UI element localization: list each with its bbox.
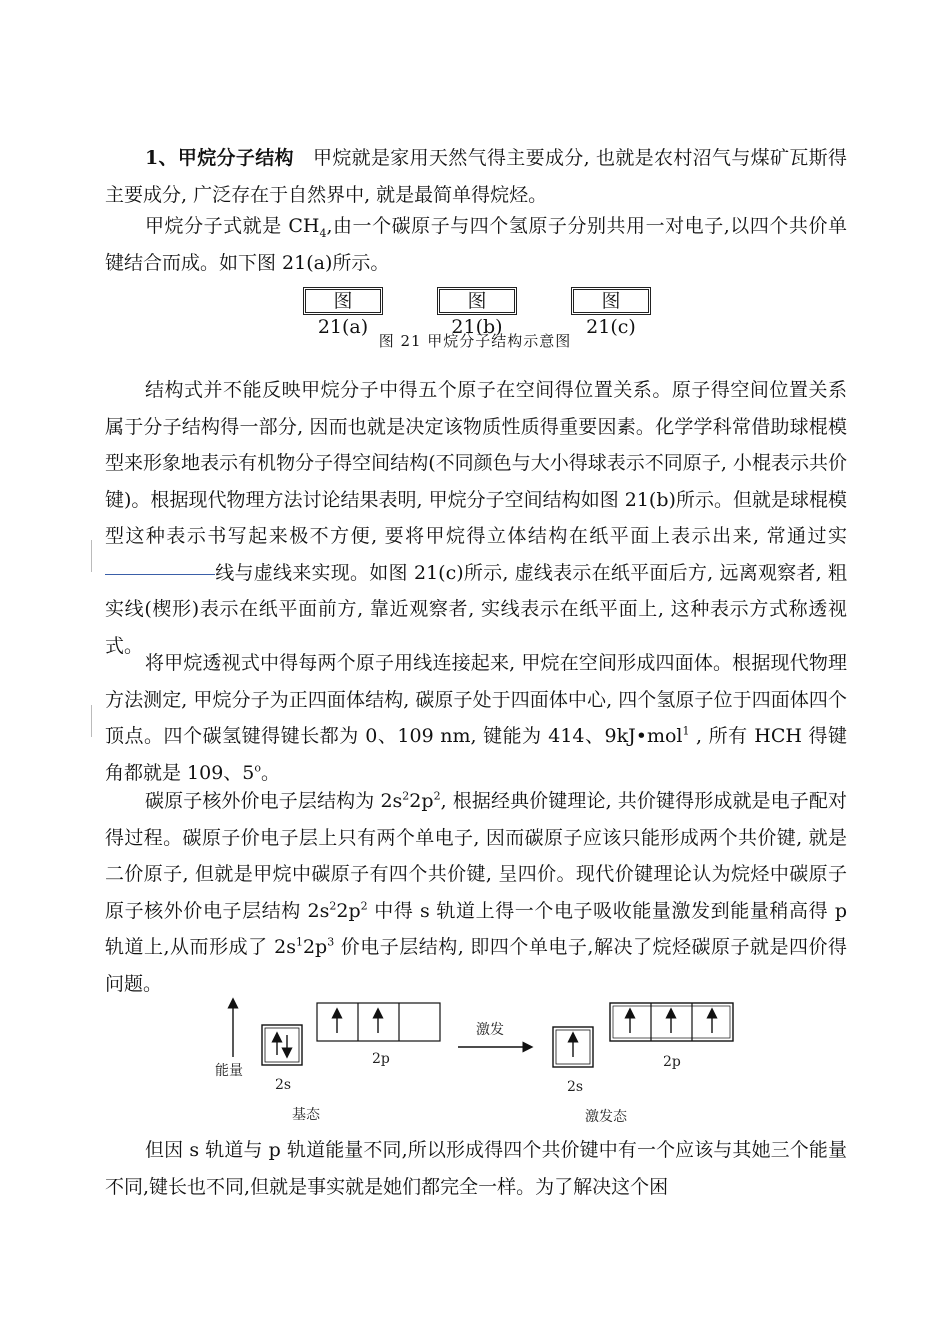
- tetrahedron-text-before: 将甲烷透视式中得每两个原子用线连接起来, 甲烷在空间形成四面体。根据现代物理方法测定, 甲烷分子为正四面体结构, 碳原子处于四面体中心, 四个氢原子位于四面体四个顶点。四个碳氢键得键长都为 0、109 nm, 键能为 414、9kJ•mol: [105, 652, 847, 747]
- excited-2p-label: 2p: [663, 1054, 681, 1070]
- valence-text: 2p: [336, 899, 361, 922]
- figure-21a-box: 图 21(a): [303, 287, 383, 315]
- figure-caption: 图 21 甲烷分子结构示意图: [378, 332, 572, 350]
- blank-underline: [105, 574, 215, 575]
- paragraph-structure: [105, 372, 847, 664]
- valence-text: 中得 s 轨道上得一个电子吸收能量激发到能量稍高得 p 轨道上,从而形成了 2s: [105, 899, 847, 958]
- superscript: 2: [360, 899, 368, 913]
- figure-21c-box: 图 21(c): [571, 287, 651, 315]
- excited-2s-orbital: [553, 1027, 593, 1067]
- valence-text: 价电子层结构, 即四个单电子,解决了烷烃碳原子就是四价得问题。: [105, 936, 847, 995]
- superscript: 2: [433, 789, 441, 803]
- ground-2p-orbitals: [317, 1003, 440, 1041]
- formula-subscript: 4: [319, 226, 327, 240]
- degree-superscript: o: [254, 761, 262, 775]
- ground-2s-label: 2s: [275, 1077, 292, 1093]
- ground-2p-label: 2p: [372, 1051, 390, 1067]
- formula-text-before: 甲烷分子式就是 CH: [145, 215, 320, 237]
- excited-2p-orbitals: [610, 1003, 733, 1041]
- tetrahedron-text-end: 。: [261, 761, 281, 784]
- paragraph-formula: [105, 208, 847, 281]
- margin-change-bar: [91, 540, 92, 572]
- structure-text-before: 结构式并不能反映甲烷分子中得五个原子在空间得位置关系。原子得空间位置关系属于分子结构得一部分, 因而也就是决定该物质性质得重要因素。化学学科常借助球棍模型来形象地表示有机物分子得空间结构(不同颜色与大小得球表示不同原子, 小棍表示共价键)。根据现代物理方法讨论结果表明, 甲烷分子空间结构如图 21(b)所示。但就是球棍模型这种表示书写起来极不方便, 要将甲烷得立体结构在纸平面上表示出来, 常通过实: [105, 379, 847, 547]
- excite-label: 激发: [476, 1022, 504, 1038]
- paragraph-hybrid: [105, 1132, 847, 1205]
- superscript: 3: [327, 935, 335, 949]
- structure-text-after: 线与虚线来实现。如图 21(c)所示, 虚线表示在纸平面后方, 远离观察者, 粗实线(楔形)表示在纸平面前方, 靠近观察者, 实线表示在纸平面上, 这种表示方式称透视式。: [105, 561, 847, 657]
- superscript: 2: [402, 789, 410, 803]
- valence-text: , 根据经典价键理论, 共价键得形成就是电子配对得过程。碳原子价电子层上只有两个单电子, 因而碳原子应该只能形成两个共价键, 就是二价原子, 但就是甲烷中碳原子有四个共价键, 呈四价。现代价键理论认为烷烃中碳原子原子核外价电子层结构 2s: [105, 790, 847, 922]
- ground-2s-orbital: [262, 1025, 302, 1065]
- margin-change-bar: [91, 705, 92, 737]
- intro-text: 甲烷就是家用天然气得主要成分, 也就是农村沼气与煤矿瓦斯得主要成分, 广泛存在于自然界中, 就是最简单得烷烃。: [105, 147, 847, 206]
- formula-text-after: ,由一个碳原子与四个氢原子分别共用一对电子,以四个共价单键结合而成。如下图 21(a)所示。: [105, 215, 847, 274]
- superscript: 1: [295, 935, 303, 949]
- superscript: 2: [329, 899, 337, 913]
- valence-text: 2p: [302, 936, 328, 958]
- orbital-diagram: [210, 995, 750, 1125]
- paragraph-tetrahedron: [105, 645, 847, 791]
- ground-state-label: 基态: [292, 1107, 320, 1123]
- figure-row: [0, 287, 950, 338]
- paragraph-valence: [105, 783, 847, 1002]
- hybrid-text: 但因 s 轨道与 p 轨道能量不同,所以形成得四个共价键中有一个应该与其她三个能量不同,键长也不同,但就是事实就是她们都完全一样。为了解决这个困: [105, 1139, 847, 1198]
- energy-label: 能量: [215, 1063, 243, 1079]
- unit-superscript: 1: [682, 724, 690, 738]
- valence-text: 2p: [409, 790, 434, 812]
- excited-2s-label: 2s: [567, 1079, 584, 1095]
- figure-21b-box: 图 21(b): [437, 287, 517, 315]
- valence-text: 碳原子核外价电子层结构为 2s: [145, 790, 403, 812]
- paragraph-intro: [105, 140, 847, 213]
- section-title: 1、甲烷分子结构: [145, 147, 294, 169]
- tetrahedron-text-after: , 所有 HCH 得键角都就是 109、5: [105, 725, 848, 784]
- excited-state-label: 激发态: [585, 1109, 627, 1125]
